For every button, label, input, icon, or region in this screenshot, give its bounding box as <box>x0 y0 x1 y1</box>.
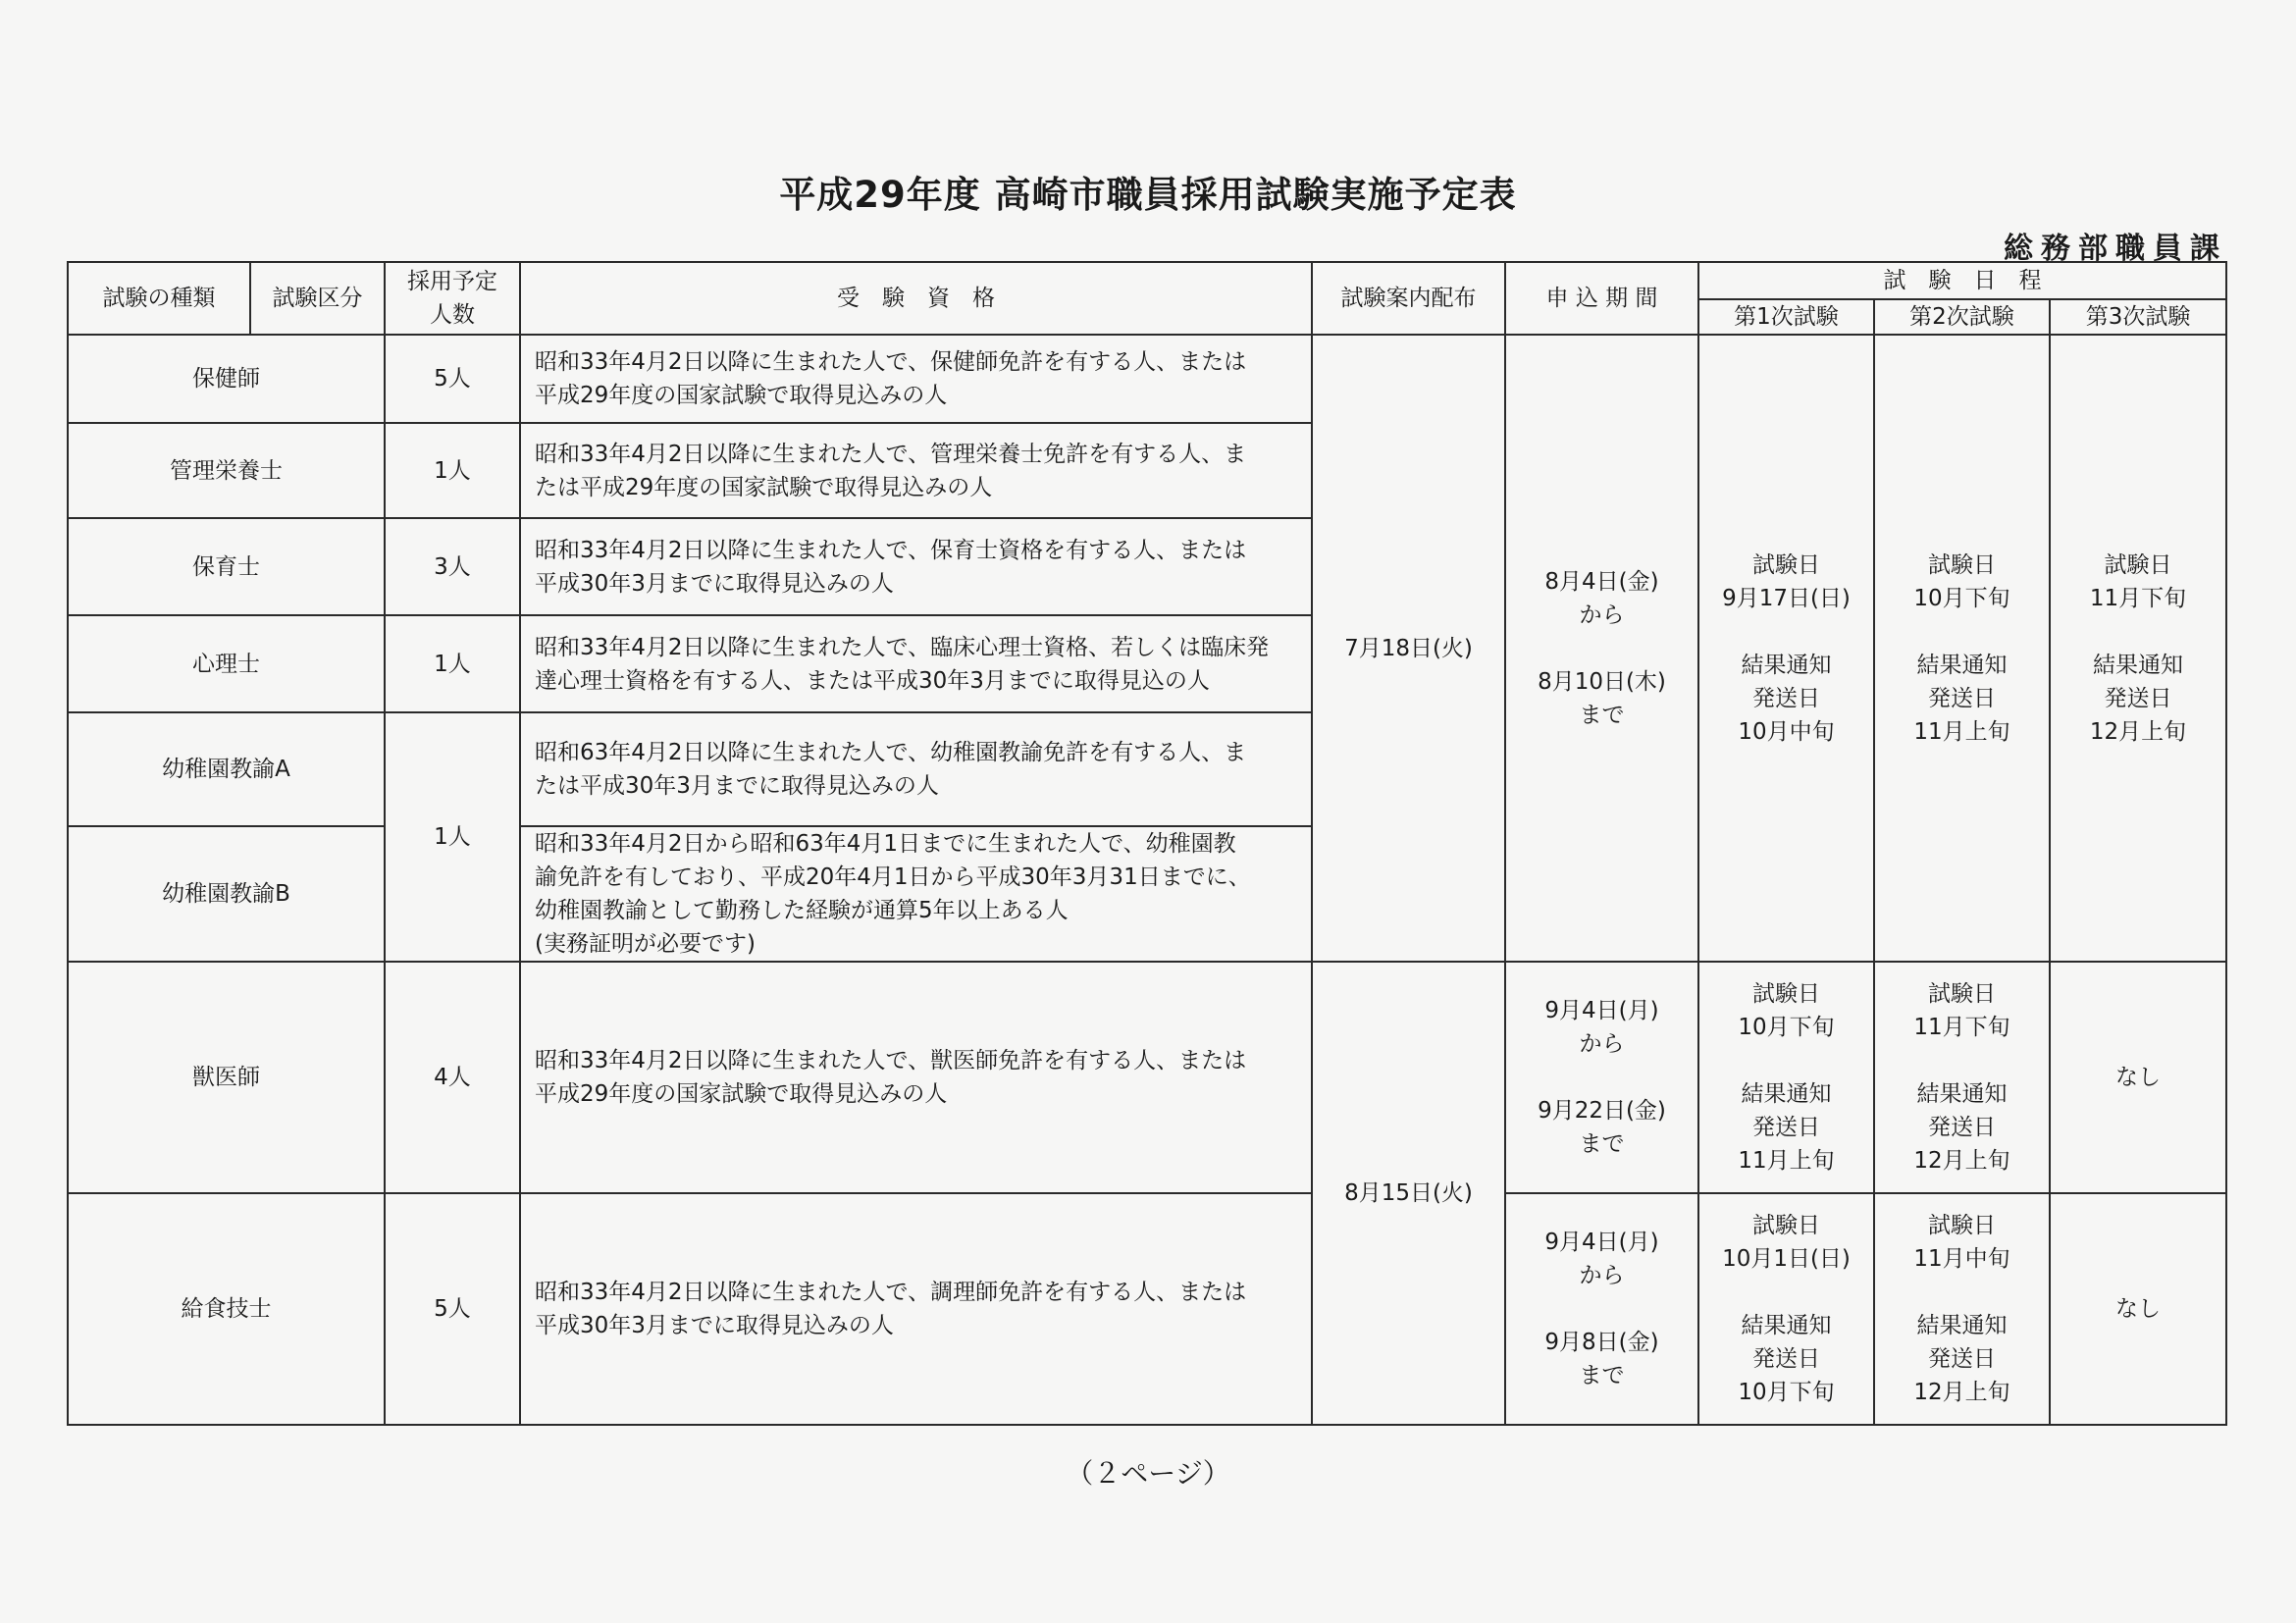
round1-schedule: 試験日 9月17日(日) 結果通知 発送日 10月中旬 <box>1698 335 1874 962</box>
guide-date: 7月18日(火) <box>1312 335 1505 962</box>
exam-type: 心理士 <box>68 615 385 712</box>
exam-type: 管理栄養士 <box>68 423 385 518</box>
table-row <box>68 335 2226 423</box>
position-count: 1人 <box>385 712 520 962</box>
header-schedule: 試 験 日 程 <box>1698 262 2226 299</box>
application-period: 9月4日(月) から 9月8日(金) まで <box>1505 1193 1698 1425</box>
exam-type: 幼稚園教諭A <box>68 712 385 826</box>
header-type: 試験の種類 <box>68 262 250 335</box>
qualification-text: 昭和33年4月2日以降に生まれた人で、保育士資格を有する人、または 平成30年3月までに取得見込みの人 <box>520 518 1312 615</box>
round3-schedule: 試験日 11月下旬 結果通知 発送日 12月上旬 <box>2050 335 2226 962</box>
position-count: 5人 <box>385 335 520 423</box>
round3-schedule: なし <box>2050 962 2226 1193</box>
page-number: （２ページ） <box>1066 1457 1230 1490</box>
qualification-text: 昭和63年4月2日以降に生まれた人で、幼稚園教諭免許を有する人、ま たは平成30年3月までに取得見込みの人 <box>520 712 1312 826</box>
exam-schedule-table <box>67 261 2227 1426</box>
header-category: 試験区分 <box>250 262 385 335</box>
position-count: 5人 <box>385 1193 520 1425</box>
qualification-text: 昭和33年4月2日以降に生まれた人で、保健師免許を有する人、または 平成29年度の国家試験で取得見込みの人 <box>520 335 1312 423</box>
header-positions: 採用予定 人数 <box>385 262 520 335</box>
header-round3: 第3次試験 <box>2050 299 2226 335</box>
position-count: 1人 <box>385 423 520 518</box>
exam-type: 保健師 <box>68 335 385 423</box>
header-round1: 第1次試験 <box>1698 299 1874 335</box>
round1-schedule: 試験日 10月1日(日) 結果通知 発送日 10月下旬 <box>1698 1193 1874 1425</box>
qualification-text: 昭和33年4月2日以降に生まれた人で、管理栄養士免許を有する人、ま たは平成29年度の国家試験で取得見込みの人 <box>520 423 1312 518</box>
guide-date: 8月15日(火) <box>1312 962 1505 1425</box>
qualification-text: 昭和33年4月2日以降に生まれた人で、獣医師免許を有する人、または 平成29年度の国家試験で取得見込みの人 <box>520 962 1312 1193</box>
exam-type: 給食技士 <box>68 1193 385 1425</box>
position-count: 3人 <box>385 518 520 615</box>
position-count: 4人 <box>385 962 520 1193</box>
table-row <box>68 962 2226 1193</box>
qualification-text: 昭和33年4月2日以降に生まれた人で、臨床心理士資格、若しくは臨床発 達心理士資格を有する人、または平成30年3月までに取得見込の人 <box>520 615 1312 712</box>
exam-type: 保育士 <box>68 518 385 615</box>
header-guide: 試験案内配布 <box>1312 262 1505 335</box>
round2-schedule: 試験日 10月下旬 結果通知 発送日 11月上旬 <box>1874 335 2050 962</box>
table-row <box>68 1193 2226 1425</box>
page-title: 平成29年度 高崎市職員採用試験実施予定表 <box>779 174 1517 216</box>
round1-schedule: 試験日 10月下旬 結果通知 発送日 11月上旬 <box>1698 962 1874 1193</box>
exam-type: 幼稚園教諭B <box>68 826 385 962</box>
position-count: 1人 <box>385 615 520 712</box>
round2-schedule: 試験日 11月下旬 結果通知 発送日 12月上旬 <box>1874 962 2050 1193</box>
qualification-text: 昭和33年4月2日以降に生まれた人で、調理師免許を有する人、または 平成30年3月までに取得見込みの人 <box>520 1193 1312 1425</box>
header-qualification: 受 験 資 格 <box>520 262 1312 335</box>
application-period: 9月4日(月) から 9月22日(金) まで <box>1505 962 1698 1193</box>
qualification-text: 昭和33年4月2日から昭和63年4月1日までに生まれた人で、幼稚園教 諭免許を有しており、平成20年4月1日から平成30年3月31日までに、 幼稚園教諭として勤務した経験が通算5年以上ある人 (実務証明が必要です) <box>520 826 1312 962</box>
exam-type: 獣医師 <box>68 962 385 1193</box>
department-label: 総務部職員課 <box>2004 232 2227 266</box>
round2-schedule: 試験日 11月中旬 結果通知 発送日 12月上旬 <box>1874 1193 2050 1425</box>
application-period: 8月4日(金) から 8月10日(木) まで <box>1505 335 1698 962</box>
header-round2: 第2次試験 <box>1874 299 2050 335</box>
round3-schedule: なし <box>2050 1193 2226 1425</box>
header-period: 申 込 期 間 <box>1505 262 1698 335</box>
